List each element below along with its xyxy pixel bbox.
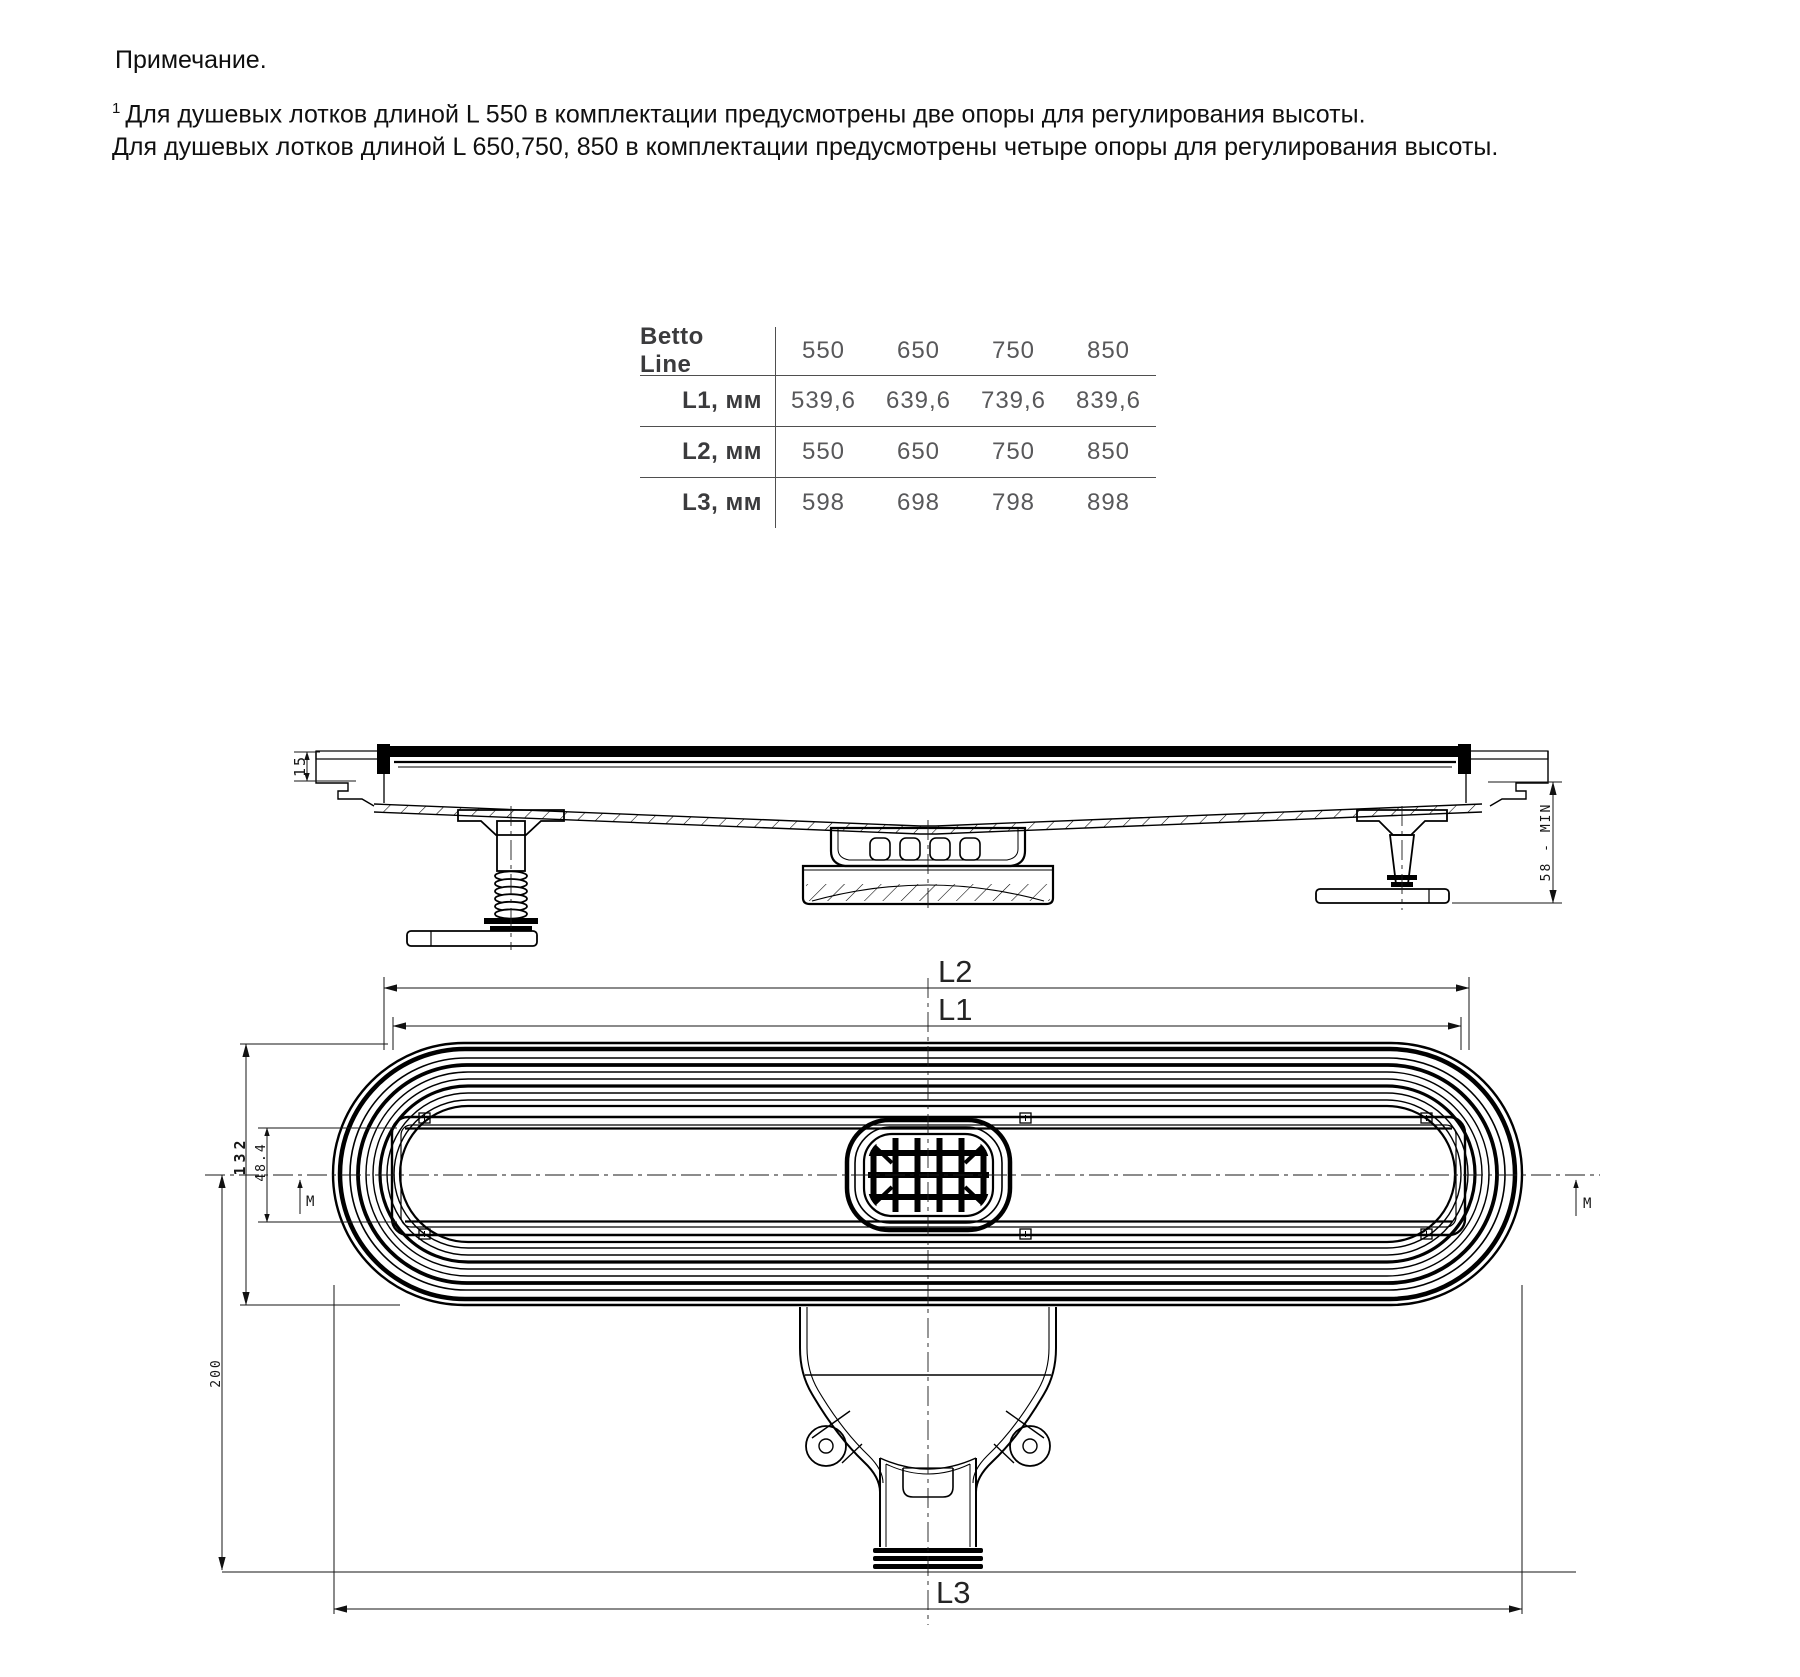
table-cell: 539,6 — [776, 375, 871, 426]
note-title: Примечание. — [115, 46, 267, 74]
table-row-l2-label: L2, мм — [640, 426, 776, 477]
dim-label-15: 15 — [291, 754, 309, 778]
table-size-650: 650 — [896, 337, 941, 364]
dim-label-l1: L1 — [938, 992, 973, 1027]
table-cell: 839,6 — [1061, 375, 1156, 426]
table-size-750: 750 — [991, 337, 1036, 364]
table-size-850: 850 — [1086, 337, 1131, 364]
slope-marker-left: M — [306, 1194, 316, 1210]
dim-label-l2: L2 — [938, 954, 973, 989]
table-cell: 639,6 — [871, 375, 966, 426]
table-cell: 698 — [871, 477, 966, 528]
footnote-text-1: Для душевых лотков длиной L 550 в комплектации предусмотрены две опоры для регулирования высоты. — [125, 100, 1366, 129]
dim-label-58-min: 58 - MIN — [1539, 802, 1554, 882]
table-cell: 739,6 — [966, 375, 1061, 426]
table-brand-header: Betto Line — [640, 327, 776, 375]
dim-label-132: 132 — [231, 1136, 249, 1176]
footnote-mark: 1 — [112, 100, 121, 117]
table-cell: 798 — [966, 477, 1061, 528]
table-cell: 650 — [871, 426, 966, 477]
table-cell: 550 — [776, 426, 871, 477]
slope-marker-right: M — [1583, 1196, 1593, 1212]
table-row-l1-label: L1, мм — [640, 375, 776, 426]
dim-label-l3: L3 — [936, 1575, 971, 1610]
footnote-text-2: Для душевых лотков длиной L 650,750, 850 в комплектации предусмотрены четыре опоры для регулирования высоты. — [112, 133, 1499, 162]
table-cell: 850 — [1061, 426, 1156, 477]
top-view-drawing — [205, 954, 1600, 1625]
dim-label-48-4: 48.4 — [254, 1142, 269, 1182]
dim-label-200: 200 — [209, 1358, 224, 1388]
table-size-550: 550 — [801, 337, 846, 364]
side-view-drawing — [291, 744, 1562, 950]
table-row-l3-label: L3, мм — [640, 477, 776, 528]
table-cell: 898 — [1061, 477, 1156, 528]
table-cell: 750 — [966, 426, 1061, 477]
table-cell: 598 — [776, 477, 871, 528]
